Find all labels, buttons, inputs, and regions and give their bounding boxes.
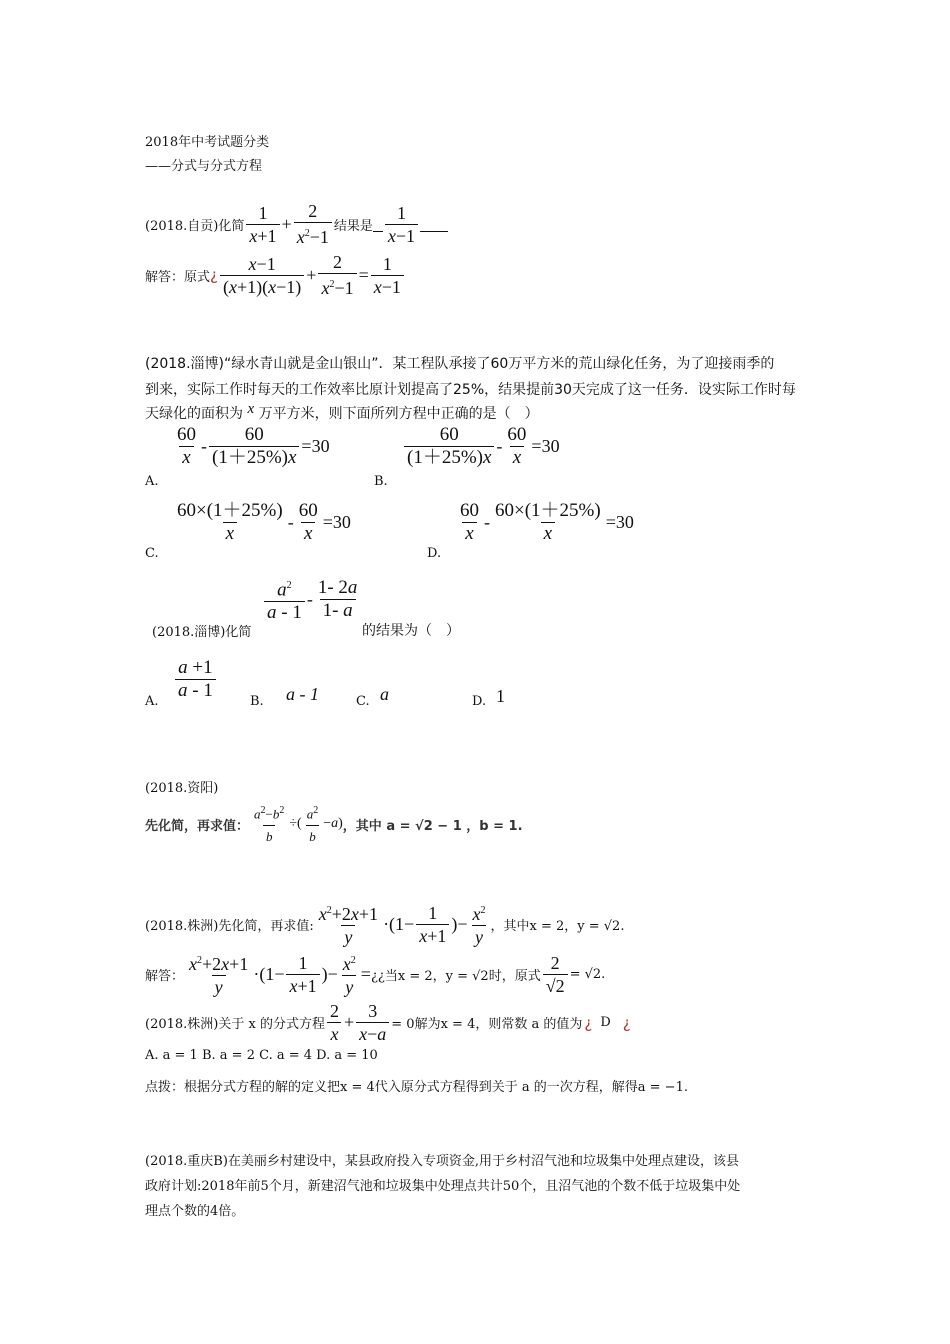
q2-line-3b: 万平方米，则下面所列方程中正确的是（ ） <box>258 406 539 422</box>
q7-line-3: 理点个数的4倍。 <box>145 1204 245 1219</box>
q5-answer-line: 解答： $\frac{x^2+2x+1}{y}$ ·(1− $\frac{1}{x+1}$ )− $\frac{x^2}{y}$ = ¿¿当x = 2，y = √2时，原式 $\frac{2}{√2}$ = √2. <box>145 952 606 997</box>
q5-line: (2018.株洲)先化简，再求值: $\frac{x^2+2x+1}{y}$ ·(1− $\frac{1}{x+1}$ )− $\frac{x^2}{y}$ ，其中x = 2，y = √2. <box>145 902 625 947</box>
q3-expression: $\frac{a^2}{a - 1}$ - $\frac{1- 2a}{1- a}$ <box>262 575 362 624</box>
q5-condition: ，其中x = 2，y = √2. <box>490 918 625 934</box>
q6-tail: D <box>600 1015 611 1030</box>
q3-option-b-label: B. <box>250 694 264 709</box>
q1-answer-fraction: $\frac{1}{x-1}$ <box>385 202 418 247</box>
q1-line: (2018.自贡)化简 $\frac{1}{x+1}$ + $\frac{2}{x^2-1}$ 结果是 $\frac{1}{x-1}$ <box>145 200 448 248</box>
q4-text: 先化简，再求值： <box>145 818 250 834</box>
q2-option-a-label: A. <box>145 474 159 489</box>
q1-step-fraction-2: $\frac{2}{x^2-1}$ <box>318 251 356 299</box>
q6-options: A. a = 1 B. a = 2 C. a = 4 D. a = 10 <box>145 1048 378 1063</box>
q2-option-d-label: D. <box>427 546 442 561</box>
q7-line-2: 政府计划:2018年前5个月，新建沼气池和垃圾集中处理点共计50个，且沼气池的个数不低于垃圾集中处 <box>145 1179 741 1194</box>
q3-option-b-value: a - 1 <box>286 684 319 704</box>
q6-mid: = 0解为x = 4，则常数 a 的值为 <box>391 1017 583 1032</box>
q1-step-fraction-3: $\frac{1}{x-1}$ <box>371 253 404 298</box>
doc-title: 2018年中考试题分类 <box>145 135 270 150</box>
q3-option-a-formula: $\frac{a +1}{a - 1}$ <box>173 657 218 702</box>
q1-fraction-1: $\frac{1}{x+1}$ <box>246 202 279 247</box>
q3-source: (2018.淄博)化简 <box>152 625 252 640</box>
q2-option-c-formula: $\frac{60\times(1+25\%)}{x}$ - $\frac{60}{x}$ =30 <box>177 500 351 544</box>
q5-answer-label: 解答： <box>145 968 185 984</box>
q2-option-a-formula: $\frac{60}{x}$ - $\frac{60}{(1+25\%)x}$ =30 <box>177 424 330 468</box>
q1-source: (2018.自贡)化简 <box>145 218 245 234</box>
q3-option-d-label: D. <box>472 694 487 709</box>
q2-option-d-formula: $\frac{60}{x}$ - $\frac{60\times(1+25\%)}{x}$ =30 <box>460 500 634 544</box>
q3-option-c-value: a <box>380 684 389 704</box>
q4-text-2: ，其中 a = √2 − 1 ，b = 1. <box>342 818 523 834</box>
q2-line-3a: 天绿化的面积为 <box>145 406 243 422</box>
q5-answer-end: = √2. <box>569 966 606 982</box>
q5-answer-mid: ¿¿当x = 2，y = √2时，原式 <box>370 968 541 984</box>
q1-glyph: ¿ <box>210 266 218 284</box>
q4-source: (2018.资阳) <box>145 781 219 796</box>
q3-option-d-value: 1 <box>496 686 505 706</box>
q1-fraction-2: $\frac{2}{x^2-1}$ <box>294 200 332 248</box>
q2-line-2: 到来，实际工作时每天的工作效率比原计划提高了25%，结果提前30天完成了这一任务．设实际工作时每 <box>145 382 796 398</box>
q3-option-a-label: A. <box>145 694 159 709</box>
q6-line: (2018.株洲)关于 x 的分式方程 $\frac{2}{x}$ + $\frac{3}{x-a}$ = 0解为x = 4，则常数 a 的值为 ¿ D ¿ <box>145 1001 631 1044</box>
q2-line-1: (2018.淄博)“绿水青山就是金山银山”．某工程队承接了60万平方米的荒山绿化任务，为了迎接雨季的 <box>145 356 775 372</box>
doc-subtitle: ——分式与分式方程 <box>145 159 263 174</box>
q2-option-b-label: B. <box>374 474 388 489</box>
q1-answer-label: 解答：原式 <box>145 269 211 285</box>
q2-line-3: 天绿化的面积为 x 万平方米，则下面所列方程中正确的是（ ） <box>145 401 539 422</box>
q3-option-c-label: C. <box>356 694 370 709</box>
q5-source: (2018.株洲)先化简，再求值: <box>145 918 314 934</box>
q2-option-b-formula: $\frac{60}{(1+25\%)x}$ - $\frac{60}{x}$ =30 <box>402 424 560 469</box>
q6-source: (2018.株洲)关于 x 的分式方程 <box>145 1017 325 1032</box>
q2-option-c-label: C. <box>145 546 159 561</box>
q1-mid-text: 结果是 <box>333 218 373 234</box>
q6-hint: 点拨：根据分式方程的解的定义把x = 4代入原分式方程得到关于 a 的一次方程，解得a = −1. <box>145 1080 688 1095</box>
q1-step-fraction-1: $\frac{x-1}{(x+1)(x-1)}$ <box>220 253 304 298</box>
q4-line: 先化简，再求值： $\frac{a^2-b^2}{b}$ ÷( $\frac{a^2}{b}$ −a) ，其中 a = √2 − 1 ，b = 1. <box>145 800 523 848</box>
q1-answer-line: 解答：原式 ¿ $\frac{x-1}{(x+1)(x-1)}$ + $\frac{2}{x^2-1}$ = $\frac{1}{x-1}$ <box>145 251 406 299</box>
q7-line-1: (2018.重庆B)在美丽乡村建设中，某县政府投入专项资金,用于乡村沼气池和垃圾集中处理点建设，该县 <box>145 1154 740 1169</box>
q3-suffix: 的结果为（ ） <box>362 623 460 639</box>
